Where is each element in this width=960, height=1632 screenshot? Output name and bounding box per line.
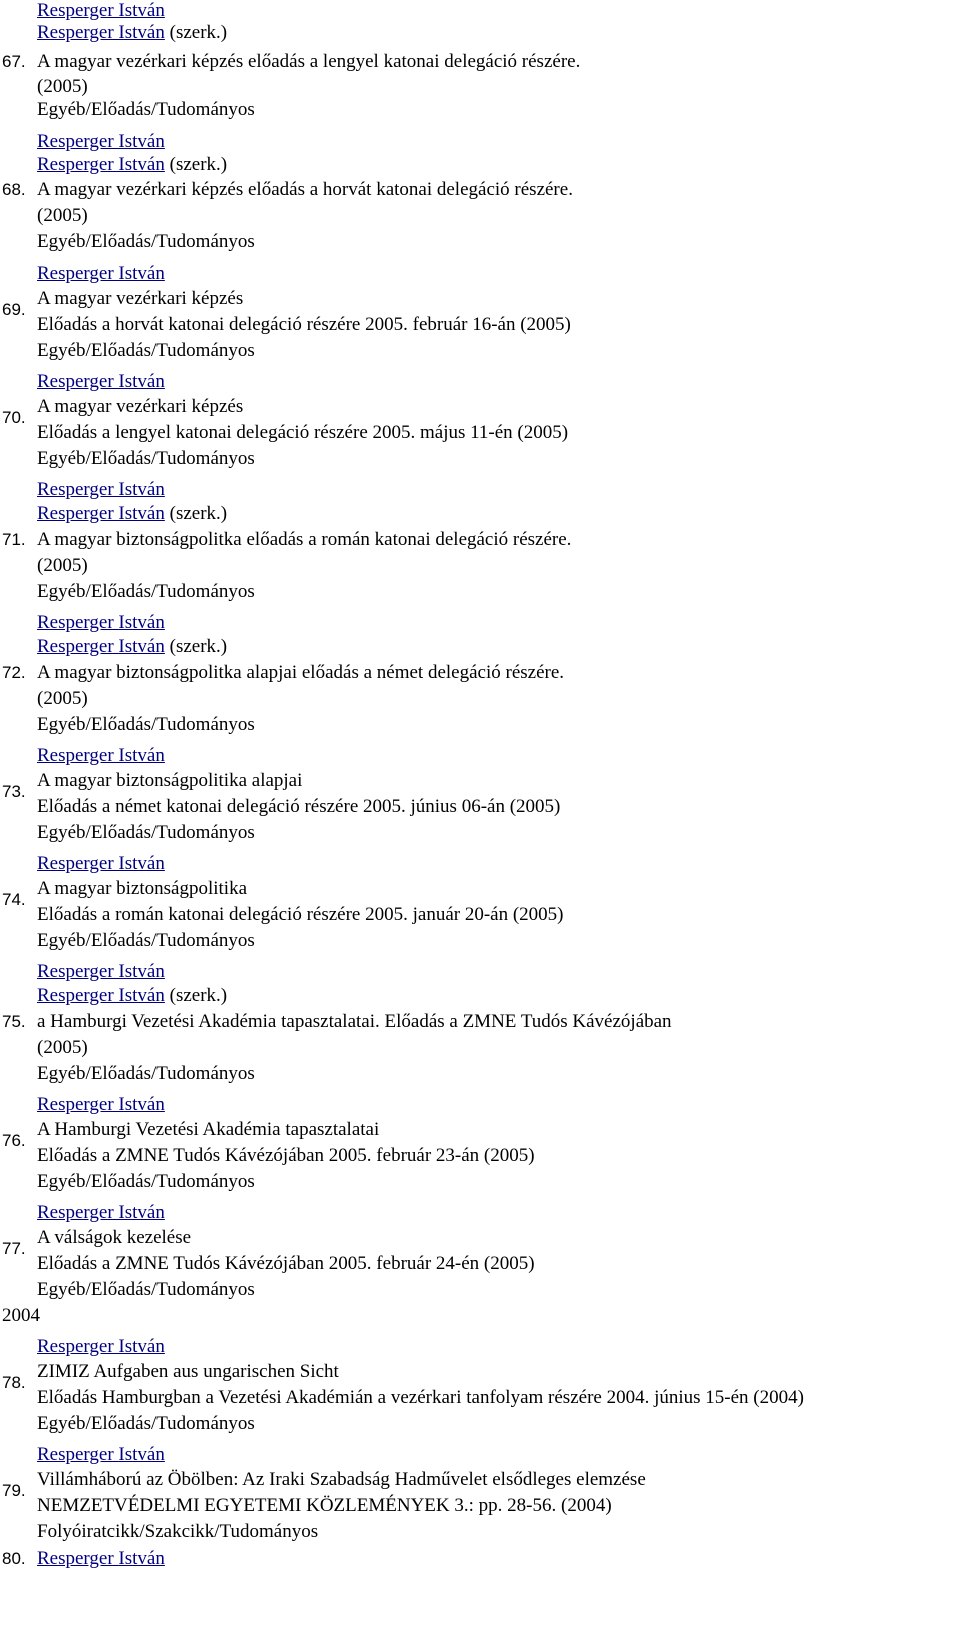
entry-number: 80. (2, 1549, 26, 1568)
entry-category: Folyóiratcikk/Szakcikk/Tudományos (37, 1521, 319, 1542)
author-link-text[interactable]: Resperger István (37, 1336, 165, 1357)
author-link[interactable] (37, 612, 165, 634)
editor-line (37, 503, 227, 525)
entry-category: Egyéb/Előadás/Tudományos (37, 930, 255, 951)
editor-line (37, 985, 227, 1007)
author-link-text[interactable]: Resperger István (37, 853, 165, 874)
editor-line (37, 154, 227, 176)
author-link-text[interactable]: Resperger István (37, 0, 165, 21)
entry-number: 69. (2, 300, 26, 319)
entry-category: Egyéb/Előadás/Tudományos (37, 99, 255, 120)
editor-suffix: (szerk.) (169, 503, 228, 524)
author-link[interactable] (37, 263, 165, 285)
author-link[interactable]: Resperger István (37, 154, 165, 175)
entry-title: Villámháború az Öbölben: Az Iraki Szabadság Hadművelet elsődleges elemzése (37, 1469, 646, 1490)
author-link[interactable] (37, 371, 165, 393)
entry-year: (2005) (37, 205, 88, 226)
author-link[interactable] (37, 961, 165, 983)
entry-title: A magyar biztonságpolitka alapjai előadás a német delegáció részére. (37, 662, 565, 683)
author-link[interactable]: Resperger István (37, 636, 165, 657)
editor-suffix: (szerk.) (169, 985, 228, 1006)
entry-number: 74. (2, 890, 26, 909)
entry-category: Egyéb/Előadás/Tudományos (37, 822, 255, 843)
author-link[interactable]: Resperger István (37, 503, 165, 524)
year-heading: 2004 (2, 1305, 40, 1326)
author-link[interactable]: Resperger István (37, 985, 165, 1006)
author-link-text[interactable]: Resperger István (37, 1202, 165, 1223)
entry-year: (2005) (37, 688, 88, 709)
entry-title: A magyar vezérkari képzés (37, 396, 244, 417)
author-link[interactable] (37, 1444, 165, 1466)
author-link-text[interactable]: Resperger István (37, 1094, 165, 1115)
entry-category: Egyéb/Előadás/Tudományos (37, 1279, 255, 1300)
author-link[interactable] (37, 1336, 165, 1358)
author-link[interactable] (37, 745, 165, 767)
author-link-text[interactable]: Resperger István (37, 1548, 165, 1569)
author-link-text[interactable]: Resperger István (37, 479, 165, 500)
author-link-text[interactable]: Resperger István (37, 961, 165, 982)
entry-title: A magyar vezérkari képzés előadás a horvát katonai delegáció részére. (37, 179, 573, 200)
author-link-text[interactable]: Resperger István (37, 131, 165, 152)
editor-line (37, 22, 227, 44)
entry-category: Egyéb/Előadás/Tudományos (37, 231, 255, 252)
author-link-text[interactable]: Resperger István (37, 371, 165, 392)
author-link-text[interactable]: Resperger István (37, 745, 165, 766)
entry-detail: Előadás a ZMNE Tudós Kávézójában 2005. február 23-án (2005) (37, 1145, 535, 1166)
entry-detail: Előadás a lengyel katonai delegáció részére 2005. május 11-én (2005) (37, 422, 569, 443)
entry-category: Egyéb/Előadás/Tudományos (37, 581, 255, 602)
editor-suffix: (szerk.) (169, 636, 228, 657)
entry-year: (2005) (37, 555, 88, 576)
editor-line (37, 636, 227, 658)
entry-number: 78. (2, 1373, 26, 1392)
entry-number: 70. (2, 408, 26, 427)
author-link-text[interactable]: Resperger István (37, 263, 165, 284)
author-link[interactable] (37, 1202, 165, 1224)
author-link[interactable]: Resperger István (37, 22, 165, 43)
entry-title: ZIMIZ Aufgaben aus ungarischen Sicht (37, 1361, 339, 1382)
entry-number: 76. (2, 1131, 26, 1150)
entry-title: A magyar vezérkari képzés (37, 288, 244, 309)
entry-category: Egyéb/Előadás/Tudományos (37, 340, 255, 361)
entry-title: A Hamburgi Vezetési Akadémia tapasztalatai (37, 1119, 380, 1140)
entry-title: a Hamburgi Vezetési Akadémia tapasztalatai. Előadás a ZMNE Tudós Kávézójában (37, 1011, 672, 1032)
entry-detail: NEMZETVÉDELMI EGYETEMI KÖZLEMÉNYEK 3.: pp. 28-56. (2004) (37, 1495, 612, 1516)
entry-detail: Előadás a ZMNE Tudós Kávézójában 2005. február 24-én (2005) (37, 1253, 535, 1274)
entry-category: Egyéb/Előadás/Tudományos (37, 714, 255, 735)
entry-detail: Előadás a horvát katonai delegáció részére 2005. február 16-án (2005) (37, 314, 571, 335)
entry-number: 68. (2, 180, 26, 199)
editor-suffix: (szerk.) (169, 154, 228, 175)
entry-title: A magyar biztonságpolitika alapjai (37, 770, 303, 791)
entry-number: 79. (2, 1481, 26, 1500)
entry-title: A magyar vezérkari képzés előadás a lengyel katonai delegáció részére. (37, 51, 581, 72)
entry-year: (2005) (37, 1037, 88, 1058)
entry-category: Egyéb/Előadás/Tudományos (37, 448, 255, 469)
author-link[interactable] (37, 853, 165, 875)
author-link[interactable] (37, 1094, 165, 1116)
author-link[interactable] (37, 479, 165, 501)
entry-category: Egyéb/Előadás/Tudományos (37, 1171, 255, 1192)
entry-number: 75. (2, 1012, 26, 1031)
entry-detail: Előadás a román katonai delegáció részére 2005. január 20-án (2005) (37, 904, 564, 925)
author-link[interactable] (37, 0, 165, 22)
entry-title: A válságok kezelése (37, 1227, 192, 1248)
entry-category: Egyéb/Előadás/Tudományos (37, 1063, 255, 1084)
entry-detail: Előadás a német katonai delegáció részére 2005. június 06-án (2005) (37, 796, 561, 817)
entry-category: Egyéb/Előadás/Tudományos (37, 1413, 255, 1434)
entry-number: 73. (2, 782, 26, 801)
author-link[interactable] (37, 1548, 165, 1570)
entry-year: (2005) (37, 76, 88, 97)
author-link-text[interactable]: Resperger István (37, 1444, 165, 1465)
entry-number: 71. (2, 530, 26, 549)
editor-suffix: (szerk.) (169, 22, 228, 43)
entry-title: A magyar biztonságpolitika (37, 878, 248, 899)
author-link-text[interactable]: Resperger István (37, 612, 165, 633)
entry-detail: Előadás Hamburgban a Vezetési Akadémián a vezérkari tanfolyam részére 2004. június 15-én (2004) (37, 1387, 804, 1408)
entry-number: 72. (2, 663, 26, 682)
entry-number: 77. (2, 1239, 26, 1258)
entry-title: A magyar biztonságpolitka előadás a román katonai delegáció részére. (37, 529, 572, 550)
author-link[interactable] (37, 131, 165, 153)
entry-number: 67. (2, 52, 26, 71)
